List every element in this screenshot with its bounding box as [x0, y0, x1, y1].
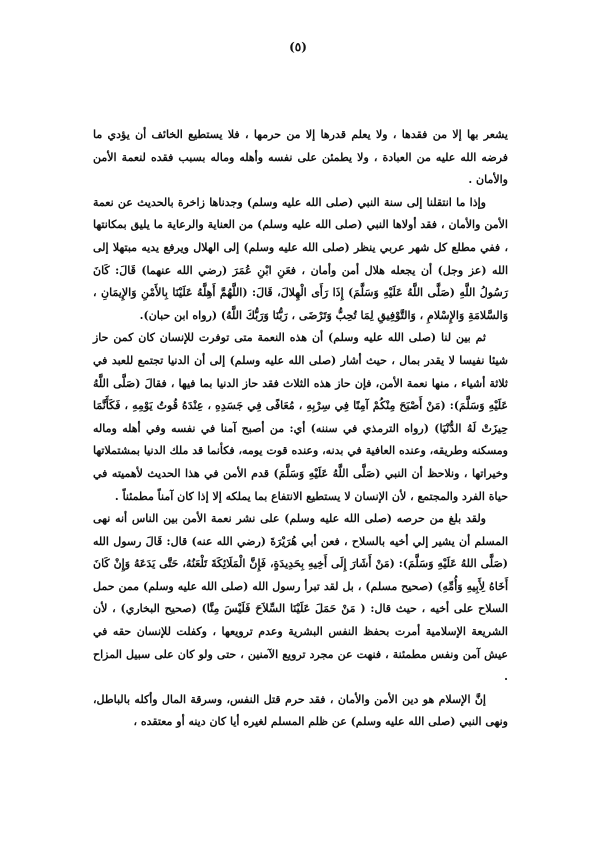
paragraph-4: ولقد بلغ من حرصه (صلى الله عليه وسلم) على نشر نعمة الأمن بين الناس أنه نهى المسلم أن يشير إلي أخيه بالسلاح ، فعن أبي هُرَيْرَةَ (رضي الله عنه) قال: قَالَ رسول الله (صَلَّى اللهُ عَلَيْهِ وَسَلَّمَ): (مَنْ أَشَارَ إِلَى أَخِيهِ بِحَدِيدَةٍ، فَإِنَّ الْمَلَائِكَةَ تَلْعَنُهُ، حَتَّى يَدَعَهُ وَإِنْ كَانَ أَخَاهُ لِأَبِيهِ وَأُمِّهِ) (صحيح مسلم) ، بل لقد تبرأ رسول الله (صلى الله عليه وسلم) ممن حمل السلاح على أخيه ، حيث قال: ( مَنْ حَمَلَ عَلَيْنَا السِّلاَحَ فَلَيْسَ مِنَّا) (صحيح البخاري) ، لأن الشريعة الإسلامية أمرت بحفظ النفس البشرية وعدم ترويعها ، وكفلت للإنسان حقه في عيش آمن ونفس مطمئنة ، فنهت عن مجرد ترويع الآمنين ، حتى ولو كان على سبيل المزاح .: [93, 512, 508, 684]
document-body: [93, 124, 508, 734]
page-number: (٥): [289, 40, 307, 54]
paragraph-1: يشعر بها إلا من فقدها ، ولا يعلم قدرها إلا من حرمها ، فلا يستطيع الخائف أن يؤدي ما فرضه الله عليه من العبادة ، ولا يطمئن على نفسه وأهله وماله بسبب فقده لنعمة الأمن والأمان .: [93, 128, 508, 187]
paragraph-2: وإذا ما انتقلنا إلى سنة النبي (صلى الله عليه وسلم) وجدناها زاخرة بالحديث عن نعمة الأمن والأمان ، فقد أولاها النبي (صلى الله عليه وسلم) من العناية والرعاية ما يليق بمكانتها ، ففي مطلع كل شهر عربي ينظر (صلى الله عليه وسلم) إلى الهلال ويرفع يديه مبتهلا إلى الله (عز وجل) أن يجعله هلال أمن وأمان ، فعَنِ ابْنِ عُمَرَ (رضي الله عنهما) قَالَ: كَانَ رَسُولُ اللَّهِ (صَلَّى اللَّهُ عَلَيْهِ وَسَلَّمَ) إِذَا رَأَى الْهِلالَ، قَالَ: (اللَّهُمَّ أَهِلَّهُ عَلَيْنَا بِالأَمْنِ وَالإِيمَانِ ، وَالسَّلامَةِ وَالإِسْلامِ ، وَالتَّوْفِيقِ لِمَا تُحِبُّ وَتَرْضَى ، رَبُّنَا وَرَبُّكَ اللَّهُ) (رواه ابن حبان).: [93, 195, 508, 322]
paragraph-5: إنَّ الإسلام هو دين الأمن والأمان ، فقد حرم قتل النفس، وسرقة المال وأكله بالباطل، ونهى النبي (صلى الله عليه وسلم) عن ظلم المسلم لغيره أيا كان دينه أو معتقده ،: [93, 692, 508, 729]
paragraph-3: ثم بين لنا (صلى الله عليه وسلم) أن هذه النعمة متى توفرت للإنسان كان كمن حاز شيئا نفيسا لا يقدر بمال ، حيث أشار (صلى الله عليه وسلم) إلى أن الدنيا تجتمع للعبد في ثلاثة أشياء ، منها نعمة الأمن، فإن حاز هذه الثلاث فقد حاز الدنيا بما فيها ، فقالَ (صَلَّى اللَّهُ عَلَيْهِ وَسَلَّمَ): (مَنْ أَصْبَحَ مِنْكُمْ آمِنًا فِي سِرْبِهِ ، مُعَافًى فِي جَسَدِهِ ، عِنْدَهُ قُوتُ يَوْمِهِ ، فَكَأَنَّمَا حِيزَتْ لَهُ الدُّنْيَا) (رواه الترمذي في سننه) أي: من أصبح آمنا في نفسه وفي أهله وماله ومسكنه وطريقه، وعنده العافية في بدنه، وعنده قوت يومه، فكأنما قد ملك الدنيا بمشتملاتها وخيراتها ، ونلاحظ أن النبي (صَلَّى اللَّهُ عَلَيْهِ وَسَلَّمَ) قدم الأمن في هذا الحديث لأهميته في حياة الفرد والمجتمع ، لأن الإنسان لا يستطيع الانتفاع بما يملكه إلا إذا كان آمناً مطمئناً .: [93, 331, 508, 503]
